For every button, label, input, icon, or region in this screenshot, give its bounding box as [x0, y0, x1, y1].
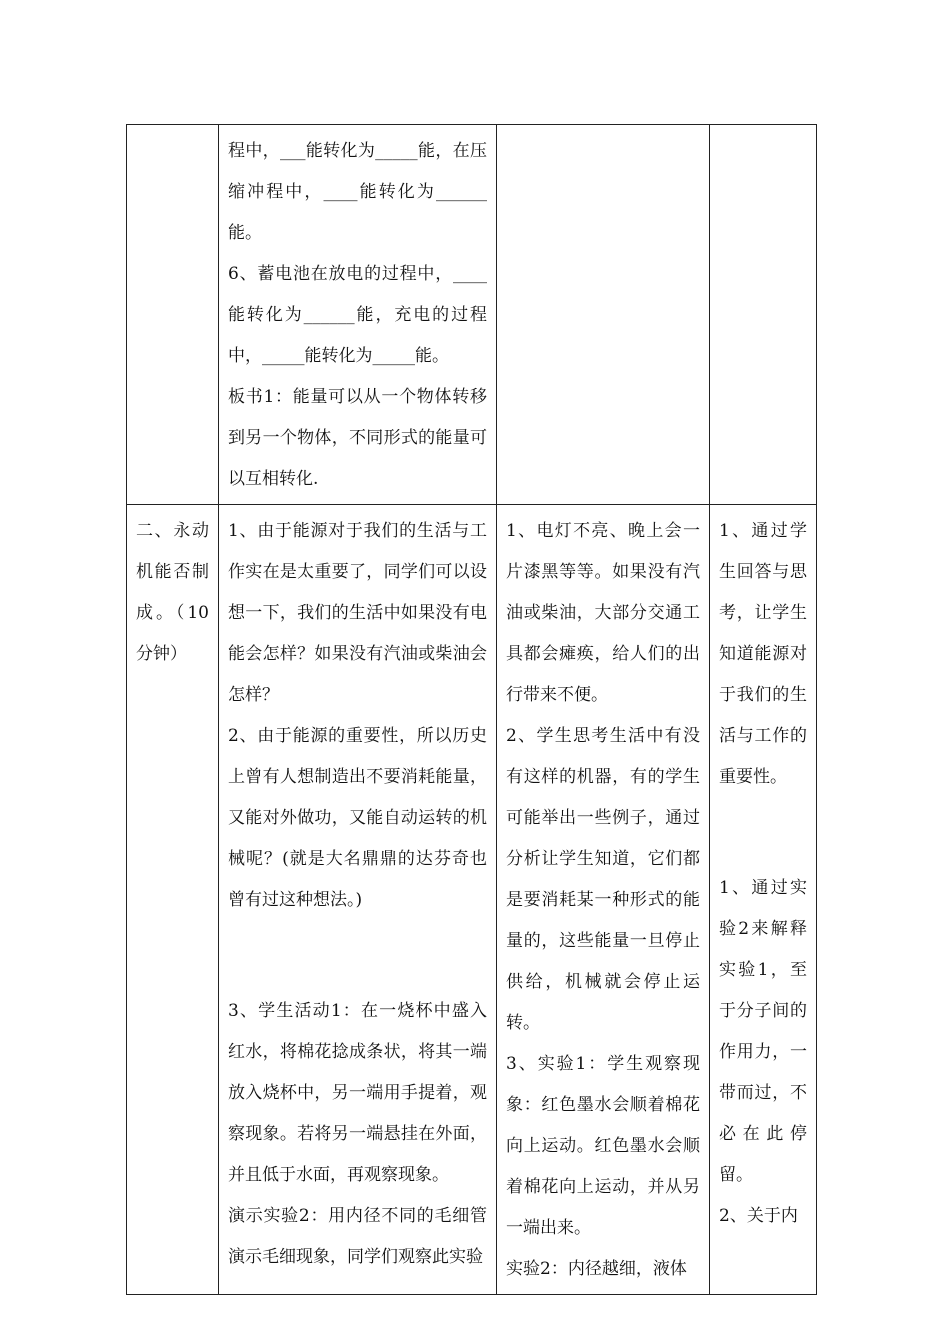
paragraph: 演示实验2：用内径不同的毛细管演示毛细现象，同学们观察此实验 [228, 1206, 487, 1267]
student-activity-cell [497, 125, 710, 505]
paragraph: 程中，___能转化为_____能，在压缩冲程中，____能转化为______能。 [228, 141, 487, 243]
paragraph: 3、实验1：学生观察现象：红色墨水会顺着棉花向上运动。红色墨水会顺着棉花向上运动，并从另一端出来。 [506, 1054, 700, 1238]
paragraph: 1、由于能源对于我们的生活与工作实在是太重要了，同学们可以设想一下，我们的生活中如果没有电能会怎样？如果没有汽油或柴油会怎样？ [228, 521, 487, 705]
paragraph: 1、通过学生回答与思考，让学生知道能源对于我们的生活与工作的重要性。 [719, 521, 807, 787]
paragraph: 6、蓄电池在放电的过程中，____能转化为______能，充电的过程中，_____能转化为_____能。 [228, 264, 487, 366]
table-row [127, 125, 817, 505]
stage-title: 二、永动机能否制成。（10分钟） [136, 521, 209, 664]
paragraph: 3、学生活动1：在一烧杯中盛入红水，将棉花捻成条状，将其一端放入烧杯中，另一端用手提着，观察现象。若将另一端悬挂在外面，并且低于水面，再观察现象。 [228, 1001, 487, 1185]
stage-cell [127, 505, 219, 1295]
teacher-activity-cell [219, 505, 497, 1295]
paragraph: 实验2：内径越细，液体 [506, 1259, 687, 1279]
design-intent-cell [710, 125, 817, 505]
design-intent-cell [710, 505, 817, 1295]
paragraph: 2、由于能源的重要性，所以历史上曾有人想制造出不要消耗能量，又能对外做功，又能自动运转的机械呢？(就是大名鼎鼎的达芬奇也曾有过这种想法。) [228, 726, 487, 910]
paragraph: 2、学生思考生活中有没有这样的机器，有的学生可能举出一些例子，通过分析让学生知道，它们都是要消耗某一种形式的能量的，这些能量一旦停止供给，机械就会停止运转。 [506, 726, 700, 1033]
table-row [127, 505, 817, 1295]
teacher-activity-cell [219, 125, 497, 505]
paragraph: 2、关于内 [719, 1206, 798, 1226]
paragraph: 1、通过实验2来解释实验1，至于分子间的作用力，一带而过，不必在此停留。 [719, 878, 807, 1185]
blackboard-note: 板书1：能量可以从一个物体转移到另一个物体，不同形式的能量可以互相转化. [228, 387, 487, 489]
paragraph: 1、电灯不亮、晚上会一片漆黑等等。如果没有汽油或柴油，大部分交通工具都会瘫痪，给人们的出行带来不便。 [506, 521, 700, 705]
lesson-plan-table [126, 124, 817, 1295]
student-activity-cell [497, 505, 710, 1295]
stage-cell [127, 125, 219, 505]
